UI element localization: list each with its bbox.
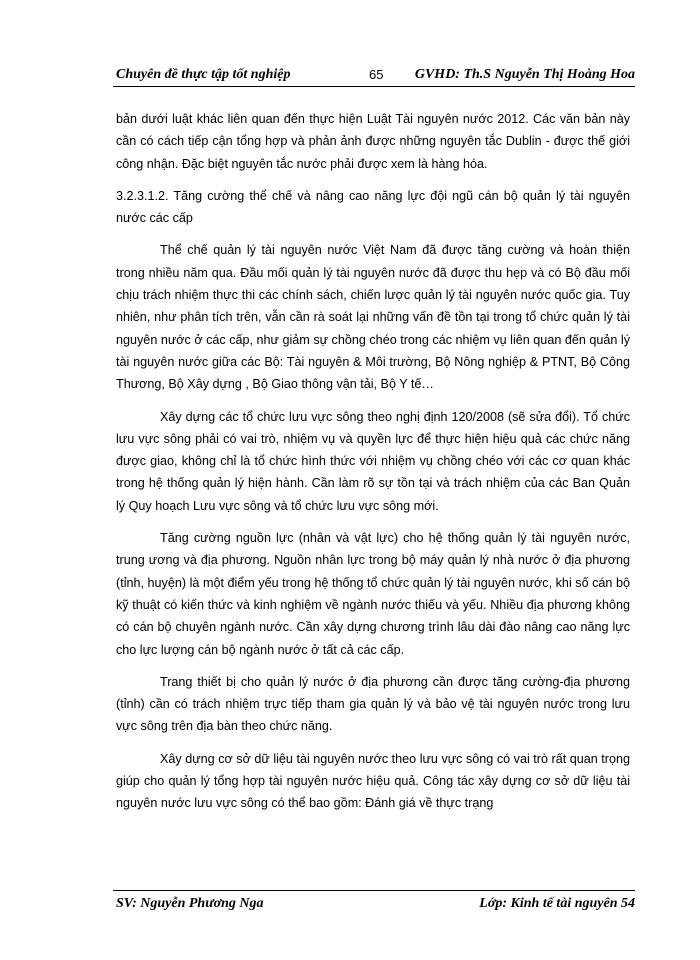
paragraph: Xây dựng cơ sở dữ liệu tài nguyên nước theo lưu vực sông có vai trò rất quan trọng giúp cho quản lý tổng hợp tài nguyên nước hiệu quả. Công tác xây dựng cơ sở dữ liệu tài nguyên nước lưu vực sông có thể bao gồm: Đánh giá về thực trạng	[116, 751, 630, 811]
paragraph: Trang thiết bị cho quản lý nước ở địa phương cần được tăng cường-địa phương (tỉnh) cần có trách nhiệm trực tiếp tham gia quản lý và bảo vệ tài nguyên nước trong lưu vực sông trên địa bàn theo chức năng.	[116, 674, 630, 734]
page-footer	[113, 890, 635, 913]
paragraph-continuation: bản dưới luật khác liên quan đến thực hiện Luật Tài nguyên nước 2012. Các văn bản này cần có cách tiếp cận tổng hợp và phản ảnh được những nguyên tắc Dublin - được thế giới công nhận. Đặc biệt nguyên tắc nước phải được xem là hàng hóa.	[116, 112, 630, 171]
header-supervisor: GVHD: Th.S Nguyễn Thị Hoàng Hoa	[414, 67, 635, 82]
page-header	[113, 64, 635, 87]
paragraph: Thể chế quản lý tài nguyên nước Việt Nam đã được tăng cường và hoàn thiện trong nhiều năm qua. Đầu mối quản lý tài nguyên nước đã được thu hẹp và có Bộ đầu mối chịu trách nhiệm thực thi các chính sách, chiến lược quản lý tài nguyên nước quốc gia. Tuy nhiên, như phân tích trên, vẫn cần rà soát lại những vấn đề tồn tại trong tổ chức quản lý tài nguyên nước ở các cấp, như giảm sự chồng chéo trong các nhiệm vụ liên quan đến quản lý tài nguyên nước giữa các Bộ: Tài nguyên & Môi trường, Bộ Nông nghiệp & PTNT, Bộ Công Thương, Bộ Xây dựng , Bộ Giao thông vận tải, Bộ Y tế…	[116, 243, 630, 392]
footer-student: SV: Nguyễn Phương Nga	[116, 896, 264, 911]
paragraph: Tăng cường nguồn lực (nhân và vật lực) cho hệ thống quản lý tài nguyên nước, trung ương và địa phương. Nguồn nhân lực trong bộ máy quản lý nhà nước ở địa phương (tỉnh, huyện) là một điểm yếu trong hệ thống tổ chức quản lý tài nguyên nước, khi số cán bộ kỹ thuật có kiến thức và kinh nghiệm về ngành nước thiếu và yếu. Nhiều địa phương không có cán bộ chuyên ngành nước. Cần xây dựng chương trình lâu dài đào nâng cao năng lực cho lực lượng cán bộ ngành nước ở tất cả các cấp.	[116, 531, 630, 657]
section-heading: 3.2.3.1.2. Tăng cường thể chế và nâng cao năng lực đội ngũ cán bộ quản lý tài nguyên nước các cấp	[116, 188, 630, 226]
document-body	[116, 108, 630, 825]
paragraph: Xây dựng các tổ chức lưu vực sông theo nghị định 120/2008 (sẽ sửa đổi). Tổ chức lưu vực sông phải có vai trò, nhiệm vụ và quyền lực để thực hiện hiệu quả các chức năng được giao, không chỉ là tổ chức hình thức với nhiệm vụ chồng chéo với các cơ quan khác trong hệ thống quản lý hiện hành. Cần làm rõ sự tồn tại và trách nhiệm của các Ban Quản lý Quy hoạch Lưu vực sông và tổ chức lưu vực sông mới.	[116, 409, 630, 513]
footer-class: Lớp: Kinh tế tài nguyên 54	[479, 896, 635, 911]
header-title: Chuyên đề thực tập tốt nghiệp	[116, 67, 291, 82]
page-number: 65	[369, 67, 384, 82]
